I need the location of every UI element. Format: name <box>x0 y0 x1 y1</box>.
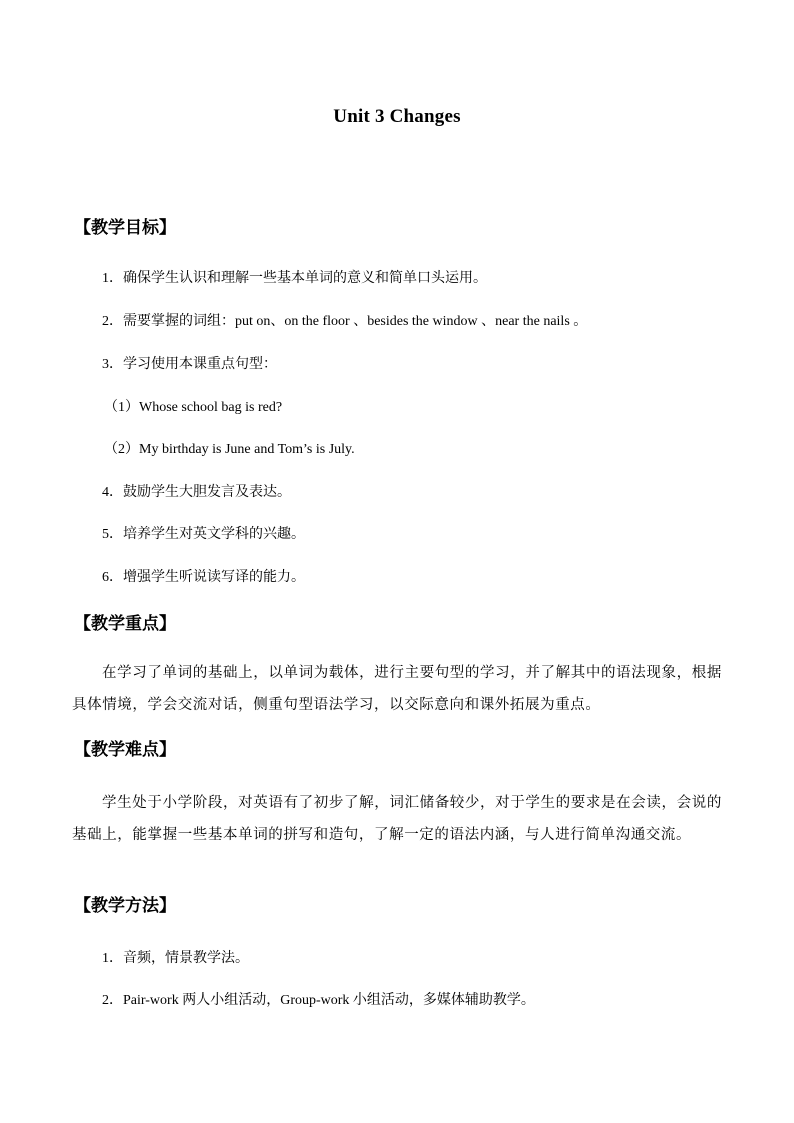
heading-methods: 【教学方法】 <box>74 896 176 915</box>
heading-difficulties: 【教学难点】 <box>74 740 176 759</box>
method-item-1: 1．音频，情景教学法。 <box>102 951 249 966</box>
objective-item-2: 2．需要掌握的词组：put on、on the floor 、besides the window 、near the nails 。 <box>102 314 588 329</box>
objective-item-6: 6．增强学生听说读写译的能力。 <box>102 570 305 585</box>
objective-item-5: 5．培养学生对英文学科的兴趣。 <box>102 527 305 542</box>
objective-item-4: 4．鼓励学生大胆发言及表达。 <box>102 485 291 500</box>
document-title: Unit 3 Changes <box>333 106 461 127</box>
heading-objectives: 【教学目标】 <box>74 218 176 237</box>
method-item-2: 2．Pair-work 两人小组活动，Group-work 小组活动，多媒体辅助教学。 <box>102 993 535 1008</box>
objective-item-3: 3．学习使用本课重点句型： <box>102 357 277 372</box>
heading-key-points: 【教学重点】 <box>74 614 176 633</box>
difficulties-paragraph: 学生处于小学阶段，对英语有了初步了解，词汇储备较少，对于学生的要求是在会读，会说的基础上，能掌握一些基本单词的拼写和造句，了解一定的语法内涵，与人进行简单沟通交流。 <box>72 795 722 843</box>
objective-subitem-2: （2）My birthday is June and Tom’s is July. <box>104 442 355 457</box>
objective-subitem-1: （1）Whose school bag is red? <box>104 400 283 415</box>
objective-item-1: 1．确保学生认识和理解一些基本单词的意义和简单口头运用。 <box>102 271 487 286</box>
key-points-paragraph: 在学习了单词的基础上，以单词为载体，进行主要句型的学习，并了解其中的语法现象，根据具体情境，学会交流对话，侧重句型语法学习，以交际意向和课外拓展为重点。 <box>72 665 722 713</box>
